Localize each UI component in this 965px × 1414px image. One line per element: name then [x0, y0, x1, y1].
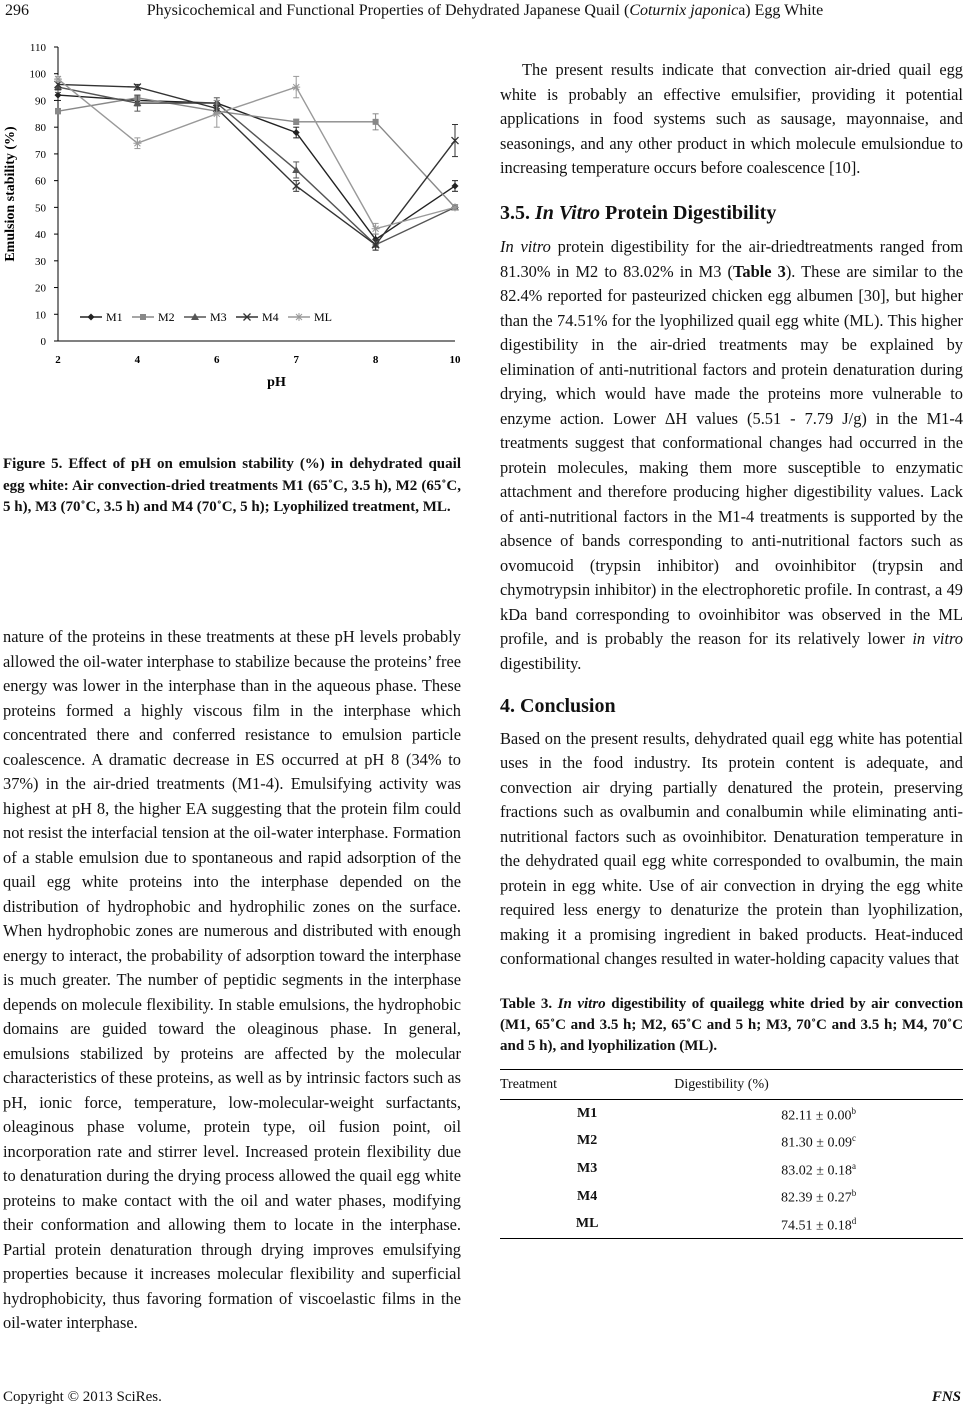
digestibility-value: 81.30 ± 0.09 [781, 1135, 852, 1151]
treatment-cell: M3 [577, 1161, 598, 1177]
digestibility-value: 83.02 ± 0.18 [781, 1163, 852, 1179]
tail-end: digestibility. [500, 653, 582, 673]
x-tick-label: 6 [214, 354, 220, 366]
table-row [500, 1127, 963, 1155]
series-line-m3 [58, 87, 455, 245]
footer-copyright: Copyright © 2013 SciRes. [3, 1389, 162, 1405]
y-tick-label: 50 [35, 202, 46, 215]
running-title-species: Coturnix japonic [629, 2, 739, 19]
point-ml [213, 110, 221, 118]
digestibility-value: 74.51 ± 0.18 [781, 1218, 852, 1234]
emulsion-stability-chart [0, 40, 470, 395]
table-3-ref: Table 3 [732, 261, 786, 281]
section-3-5-title-italic: In Vitro [535, 201, 601, 224]
running-title-post: a) Egg White [738, 2, 824, 19]
running-title [50, 2, 920, 20]
point-ml [292, 83, 300, 91]
digestibility-cell [674, 1099, 963, 1127]
y-tick-label: 90 [35, 95, 46, 108]
treatment-cell: M2 [577, 1133, 598, 1149]
digestibility-table-body [500, 1099, 963, 1238]
y-axis-label: Emulsion stability (%) [3, 126, 18, 262]
table-3-caption [500, 994, 963, 1057]
section-3-5-number: 3.5. [500, 201, 530, 224]
significance-letter: b [851, 1188, 857, 1199]
x-tick-label: 8 [372, 354, 379, 366]
point-ml [451, 203, 459, 211]
left-body-text [3, 625, 461, 1336]
x-tick-label: 2 [55, 354, 61, 366]
conclusion-heading: 4. Conclusion [500, 695, 616, 717]
tail-italic: in vitro [912, 629, 963, 648]
y-tick-label: 70 [35, 148, 46, 161]
point-ml [133, 139, 141, 147]
legend-label-m4: M4 [262, 310, 279, 324]
section-3-5-heading [500, 201, 963, 226]
digestibility-value: 82.39 ± 0.27 [781, 1191, 852, 1207]
point-m2 [293, 119, 299, 125]
y-tick-label: 110 [29, 42, 46, 54]
point-ml [372, 225, 380, 233]
digestibility-table [500, 1069, 963, 1239]
significance-letter: c [851, 1133, 856, 1144]
y-tick-label: 10 [35, 309, 46, 322]
significance-letter: d [851, 1216, 857, 1227]
legend-marker-ml [295, 313, 303, 321]
page-number: 296 [5, 2, 29, 19]
left-body-paragraph: nature of the proteins in these treatments at these pH levels probably allowed the oil-water interphase to stabilize because the proteins’ free energy was lower in the interphase than in the aqueous phase. These proteins formed a highly viscous film in the interphase which concentrated there and conferred resistance to emulsion particle coalescence. A dramatic decrease in ES occurred at pH 8 (34% to 37%) in the air-dried treatments (M1-4). Emulsifying activity was highest at pH 8, the higher EA suggesting that the protein film could not resist the interfacial tension at the oil-water interphase. Formation of a stable emulsion due to spontaneous and rapid adsorption of the quail egg white proteins into the interphase depended on the distribution of hydrophobic and hydrophilic zones on the surface. When hydrophobic zones are numerous and distributed with enough energy to interact, the probability of adsorption toward the interphase is much greater. The number of peptidic segments in the interphase depends on molecule flexibility. In stable emulsions, the hydrophobic domains are guided toward the oleaginous phase. In general, emulsions stabilized by proteins are affected by the molecular characteristics of these proteins, as well as by intrinsic factors such as pH, ionic force, temperature, low-molecular-weight surfactants, oleaginous phase volume, protein type, oil fusion point, oil incorporation rate and stirrer level. Increased protein flexibility due to denaturation during the drying process allowed the quail egg white proteins to make contact with the oil and water phases, modifying their conformation and allowing them to locate in the interphase. Partial protein denaturation through drying improves emulsifying properties because it increases molecular flexibility and superficial hydrophobicity, thus favoring formation of viscoelastic films in the oil-water interphase. [3, 627, 461, 1332]
digestibility-cell [674, 1182, 963, 1210]
legend-label-m3: M3 [210, 310, 227, 324]
x-tick-label: 10 [449, 354, 461, 366]
treatment-cell: ML [500, 1210, 674, 1238]
series-line-m4 [58, 84, 455, 244]
digestibility-text-b: ). These are similar to the 82.4% reported for pasteurized chicken egg albumen [30], but higher than the 74.51% for the lyophilized quail egg white (ML). This higher digestibility in the air-dried treatments may be explained by elimination of anti-nutritional factors and protein denaturation during drying, which would have made the proteins more vulnerable to enzyme action. Lower ΔH values (5.51 - 7.79 J/g) in the M1-4 treatments suggest that conformational changes had occurred in the protein molecules, making them more susceptible to enzymatic attachment and therefore producing higher digestibility values. Lack of anti-nutritional factors in the M1-4 treatments is supported by the absence of bands corresponding to anti-nutritional factors such as ovomucoid (trypsin inhibitor) and ovoinhibitor (trypsin and chymotrypsin inhibitor) in the electrophoretic profile. In contrast, a 49 kDa band corresponding to ovoinhibitor was observed in the ML profile, and is probably the reason for its relatively lower [500, 261, 963, 648]
legend-marker-m2 [140, 314, 146, 320]
point-ml [54, 75, 62, 83]
table-row [500, 1155, 963, 1183]
significance-letter: a [851, 1160, 856, 1171]
digestibility-cell [674, 1210, 963, 1238]
table-3-caption-italic: In vitro [557, 995, 606, 1012]
col-header-digestibility: Digestibility (%) [674, 1069, 963, 1099]
digestibility-value: 82.11 ± 0.00 [781, 1108, 852, 1124]
table-3-label: Table 3. [500, 995, 553, 1012]
y-tick-label: 0 [40, 336, 46, 348]
x-axis-label: pH [267, 375, 286, 390]
footer-journal: FNS [931, 1389, 961, 1405]
legend-marker-m1 [88, 314, 95, 321]
legend-label-m2: M2 [158, 310, 175, 324]
digestibility-text-a: protein digestibility for the air-driedtreatments ranged from 81.30% in M2 to 83.02% in M3 ( [500, 237, 963, 281]
digestibility-cell [674, 1155, 963, 1183]
conclusion-paragraph: Based on the present results, dehydrated quail egg white has potential uses in the food industry. Its protein content is adequate, and convection air drying partially denatured the protein, preserving fractions such as ovalbumin and conalbumin while eliminating anti-nutritional factors such as ovoinhibitor. Denaturation temperature in the dehydrated quail egg white corresponded to ovalbumin, the main protein in egg white. Use of air convection in drying the egg white required less energy to denaturize the protein than lyophilization, making it a promising ingredient in baked products. Heat-induced conformational changes resulted in water-holding capacity values that [500, 728, 963, 968]
table-header-row [500, 1069, 963, 1099]
table-row [500, 1210, 963, 1238]
y-tick-label: 40 [35, 229, 46, 242]
table-row [500, 1182, 963, 1210]
legend-label-m1: M1 [106, 310, 123, 324]
significance-letter: b [851, 1105, 856, 1116]
series-line-m2 [58, 98, 455, 208]
section-3-5-title-rest: Protein Digestibility [605, 201, 777, 224]
point-m2 [373, 119, 379, 125]
x-tick-label: 4 [134, 354, 141, 366]
lead-italic: In vitro [500, 237, 551, 256]
legend-label-ml: ML [314, 310, 332, 324]
y-tick-label: 60 [35, 175, 46, 188]
y-tick-label: 20 [35, 282, 46, 295]
treatment-cell: M1 [577, 1105, 598, 1121]
y-tick-label: 30 [35, 255, 46, 268]
point-m2 [55, 108, 61, 114]
digestibility-cell [674, 1127, 963, 1155]
running-title-pre: Physicochemical and Functional Properties of Dehydrated Japanese Quail ( [146, 2, 630, 19]
treatment-cell: M4 [577, 1188, 598, 1204]
section-3-5-paragraph [500, 235, 963, 676]
right-paragraph-1: The present results indicate that convection air-dried quail egg white is probably an effective emulsifier, providing it potential applications in food systems such as sausage, mayonnaise, and seasonings, and any other product in which molecule emulsiondue to increasing temperature occurs before coalescence [10]. [500, 60, 963, 177]
right-column [500, 58, 963, 1239]
x-tick-label: 7 [293, 354, 299, 366]
col-header-treatment: Treatment [500, 1069, 674, 1099]
y-tick-label: 100 [29, 68, 46, 81]
table-row [500, 1099, 963, 1127]
y-tick-label: 80 [35, 122, 46, 135]
table-3-caption-rest: digestibility of quailegg white dried by air convection (M1, 65˚C and 3.5 h; M2, 65˚C and 5 h; M3, 70˚C and 3.5 h; M4, 70˚C and 5 h), and lyophilization (ML). [500, 995, 964, 1054]
figure-caption: Figure 5. Effect of pH on emulsion stability (%) in dehydrated quail egg white: Air convection-dried treatments M1 (65˚C, 3.5 h), M2 (65˚C, 5 h), M3 (70˚C, 3.5 h) and M4 (70˚C, 5 h); Lyophilized treatment, ML. [3, 456, 461, 515]
